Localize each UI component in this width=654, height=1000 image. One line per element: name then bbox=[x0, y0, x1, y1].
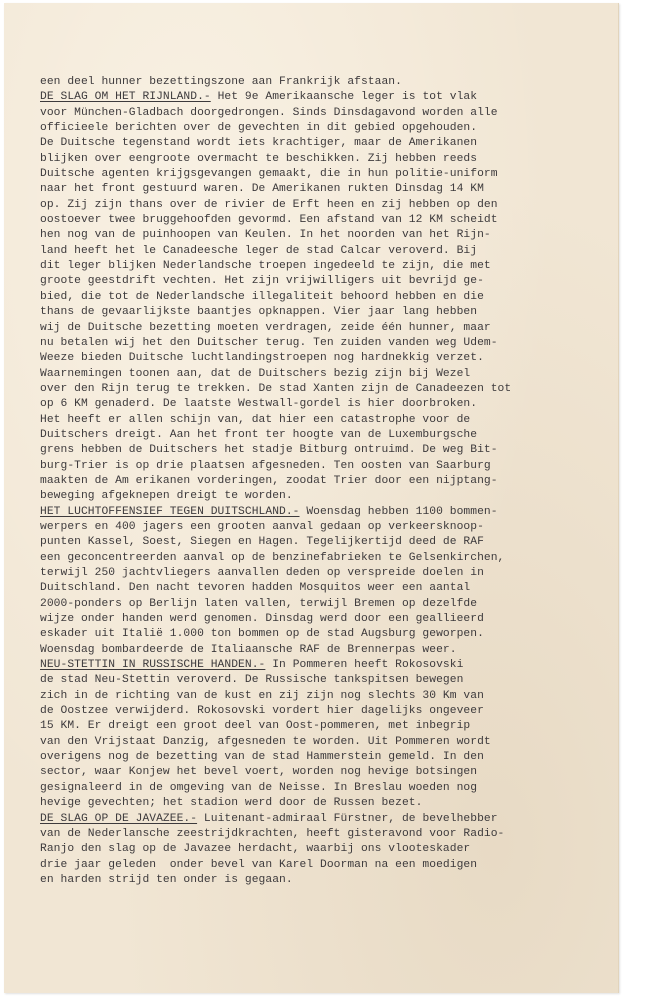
section-heading: DE SLAG OM HET RIJNLAND.- bbox=[40, 91, 211, 104]
line-text: over den Rijn terug te trekken. De stad Xanten zijn de Canadeezen tot bbox=[40, 382, 512, 395]
line-text: en harden strijd ten onder is gegaan. bbox=[40, 873, 293, 886]
line-text: Duitschers dreigt. Aan het front ter hoogte van de Luxemburgsche bbox=[40, 428, 478, 441]
text-line bbox=[40, 551, 620, 566]
section-heading: DE SLAG OP DE JAVAZEE.- bbox=[40, 812, 198, 825]
text-line bbox=[40, 182, 620, 197]
line-text: 15 KM. Er dreigt een groot deel van Oost-pommeren, met inbegrip bbox=[40, 720, 471, 733]
line-text: beweging afgeknepen dreigt te worden. bbox=[40, 490, 293, 503]
line-text: groote geestdrift vechten. Het zijn vrijwilligers uit bevrijd ge- bbox=[40, 275, 484, 288]
text-line bbox=[40, 397, 620, 412]
text-line bbox=[40, 367, 620, 382]
text-line bbox=[40, 735, 620, 750]
text-line bbox=[40, 796, 620, 811]
line-text: thans de gevaarlijkste baantjes opknappen. Vier jaar lang hebben bbox=[40, 306, 478, 319]
text-line bbox=[40, 627, 620, 642]
line-text: gesignaleerd in de omgeving van de Neisse. In Breslau woeden nog bbox=[40, 781, 478, 794]
text-line bbox=[40, 167, 620, 182]
text-line bbox=[40, 597, 620, 612]
line-text: Woensdag hebben 1100 bommen- bbox=[299, 505, 498, 518]
text-line bbox=[40, 673, 620, 688]
text-line bbox=[40, 90, 620, 105]
text-line bbox=[40, 474, 620, 489]
line-text: burg-Trier is op drie plaatsen afgesneden. Ten oosten van Saarburg bbox=[40, 459, 491, 472]
line-text: naar het front gestuurd waren. De Amerikanen rukten Dinsdag 14 KM bbox=[40, 183, 484, 196]
line-text: land heeft het le Canadeesche leger de stad Calcar veroverd. Bij bbox=[40, 244, 478, 257]
line-text: werpers en 400 jagers een grooten aanval gedaan op verkeersknoop- bbox=[40, 520, 484, 533]
line-text: Duitsche agenten krijgsgevangen gemaakt, die in hun politie-uniform bbox=[40, 168, 498, 181]
text-line bbox=[40, 581, 620, 596]
text-line bbox=[40, 213, 620, 228]
line-text: 2000-ponders op Berlijn laten vallen, terwijl Bremen op dezelfde bbox=[40, 597, 478, 610]
text-line bbox=[40, 858, 620, 873]
text-line bbox=[40, 259, 620, 274]
text-line bbox=[40, 382, 620, 397]
line-text: oostoever twee bruggehoofden gevormd. Een afstand van 12 KM scheidt bbox=[40, 214, 498, 227]
text-line bbox=[40, 244, 620, 259]
line-text: een geconcentreerden aanval op de benzinefabrieken te Gelsenkirchen, bbox=[40, 551, 505, 564]
line-text: hen nog van de puinhoopen van Keulen. In het noorden van het Rijn- bbox=[40, 229, 491, 242]
text-line bbox=[40, 428, 620, 443]
line-text: van de Nederlansche zeestrijdkrachten, heeft gisteravond voor Radio- bbox=[40, 827, 505, 840]
text-line bbox=[40, 489, 620, 504]
text-line bbox=[40, 121, 620, 136]
text-line bbox=[40, 321, 620, 336]
line-text: De Duitsche tegenstand wordt iets krachtiger, maar de Amerikanen bbox=[40, 137, 478, 150]
text-line bbox=[40, 152, 620, 167]
line-text: sector, waar Konjew het bevel voert, worden nog hevige botsingen bbox=[40, 766, 478, 779]
text-line bbox=[40, 781, 620, 796]
line-text: nu betalen wij het den Duitscher terug. Ten zuiden vanden weg Udem- bbox=[40, 336, 498, 349]
text-line bbox=[40, 873, 620, 888]
line-text: de Oostzee verwijderd. Rokosovski vordert hier dagelijks ongeveer bbox=[40, 705, 484, 718]
text-line bbox=[40, 658, 620, 673]
text-line bbox=[40, 136, 620, 151]
line-text: Duitschland. Den nacht tevoren hadden Mosquitos weer een aantal bbox=[40, 582, 471, 595]
text-line bbox=[40, 305, 620, 320]
text-line bbox=[40, 689, 620, 704]
line-text: Waarnemingen toonen aan, dat de Duitschers bezig zijn bij Wezel bbox=[40, 367, 471, 380]
text-line bbox=[40, 719, 620, 734]
document-body bbox=[40, 75, 620, 888]
text-line bbox=[40, 765, 620, 780]
line-text: op. Zij zijn thans over de rivier de Erft heen en zij hebben op den bbox=[40, 198, 498, 211]
text-line bbox=[40, 535, 620, 550]
line-text: Ranjo den slag op de Javazee herdacht, waarbij ons vlooteskader bbox=[40, 843, 471, 856]
text-line bbox=[40, 643, 620, 658]
line-text: drie jaar geleden onder bevel van Karel Doorman na een moedigen bbox=[40, 858, 478, 871]
section-heading: HET LUCHTOFFENSIEF TEGEN DUITSCHLAND.- bbox=[40, 505, 300, 518]
line-text: eskader uit Italië 1.000 ton bommen op de stad Augsburg geworpen. bbox=[40, 628, 484, 641]
text-line bbox=[40, 459, 620, 474]
line-text: wij de Duitsche bezetting moeten verdragen, zeide één hunner, maar bbox=[40, 321, 491, 334]
line-text: voor München-Gladbach doorgedrongen. Sinds Dinsdagavond worden alle bbox=[40, 106, 498, 119]
line-text: wijze onder handen werd genomen. Dinsdag werd door een geallieerd bbox=[40, 613, 484, 626]
text-line bbox=[40, 290, 620, 305]
line-text: een deel hunner bezettingszone aan Frankrijk afstaan. bbox=[40, 76, 402, 88]
text-line bbox=[40, 842, 620, 857]
line-text: Het heeft er allen schijn van, dat hier een catastrophe voor de bbox=[40, 413, 471, 426]
text-line bbox=[40, 505, 620, 520]
text-line bbox=[40, 413, 620, 428]
text-line bbox=[40, 274, 620, 289]
text-line bbox=[40, 704, 620, 719]
text-line bbox=[40, 566, 620, 581]
line-text: van den Vrijstaat Danzig, afgesneden te worden. Uit Pommeren wordt bbox=[40, 735, 491, 748]
line-text: terwijl 250 jachtvliegers aanvallen deden op verspreide doelen in bbox=[40, 567, 484, 579]
text-line bbox=[40, 827, 620, 842]
text-line bbox=[40, 750, 620, 765]
text-line bbox=[40, 228, 620, 243]
line-text: Luitenant-admiraal Fürstner, de bevelhebber bbox=[197, 812, 498, 825]
line-text: maakten de Am erikanen vorderingen, zoodat Trier door een nijptang- bbox=[40, 474, 498, 487]
text-line bbox=[40, 351, 620, 366]
line-text: de stad Neu-Stettin veroverd. De Russische tankspitsen bewegen bbox=[40, 674, 464, 687]
line-text: grens hebben de Duitschers het stadje Bitburg ontruimd. De weg Bit- bbox=[40, 444, 498, 457]
line-text: op 6 KM genaderd. De laatste Westwall-gordel is hier doorbroken. bbox=[40, 398, 478, 411]
line-text: blijken over eengroote overmacht te beschikken. Zij hebben reeds bbox=[40, 152, 478, 165]
line-text: Weeze bieden Duitsche luchtlandingstroepen nog hardnekkig verzet. bbox=[40, 352, 484, 365]
text-line bbox=[40, 520, 620, 535]
text-line bbox=[40, 612, 620, 627]
line-text: officieele berichten over de gevechten in dit gebied opgehouden. bbox=[40, 122, 478, 135]
text-line bbox=[40, 106, 620, 121]
text-line bbox=[40, 336, 620, 351]
line-text: Woensdag bombardeerde de Italiaansche RAF de Brennerpas weer. bbox=[40, 643, 457, 656]
text-line bbox=[40, 443, 620, 458]
line-text: hevige gevechten; het stadion werd door de Russen bezet. bbox=[40, 797, 423, 810]
typewritten-page bbox=[4, 3, 619, 993]
section-heading: NEU-STETTIN IN RUSSISCHE HANDEN.- bbox=[40, 659, 266, 672]
line-text: zich in de richting van de kust en zij zijn nog slechts 30 Km van bbox=[40, 689, 484, 702]
line-text: dit leger blijken Nederlandsche troepen ingedeeld te zijn, die met bbox=[40, 260, 491, 273]
line-text: In Pommeren heeft Rokosovski bbox=[265, 659, 464, 672]
text-line bbox=[40, 812, 620, 827]
line-text: Het 9e Amerikaansche leger is tot vlak bbox=[210, 91, 478, 104]
line-text: bied, die tot de Nederlandsche illegaliteit behoord hebben en die bbox=[40, 290, 484, 303]
text-line bbox=[40, 75, 620, 90]
text-line bbox=[40, 198, 620, 213]
line-text: overigens nog de bezetting van de stad Hammerstein gemeld. In den bbox=[40, 751, 484, 764]
line-text: punten Kassel, Soest, Siegen en Hagen. Tegelijkertijd deed de RAF bbox=[40, 536, 484, 549]
